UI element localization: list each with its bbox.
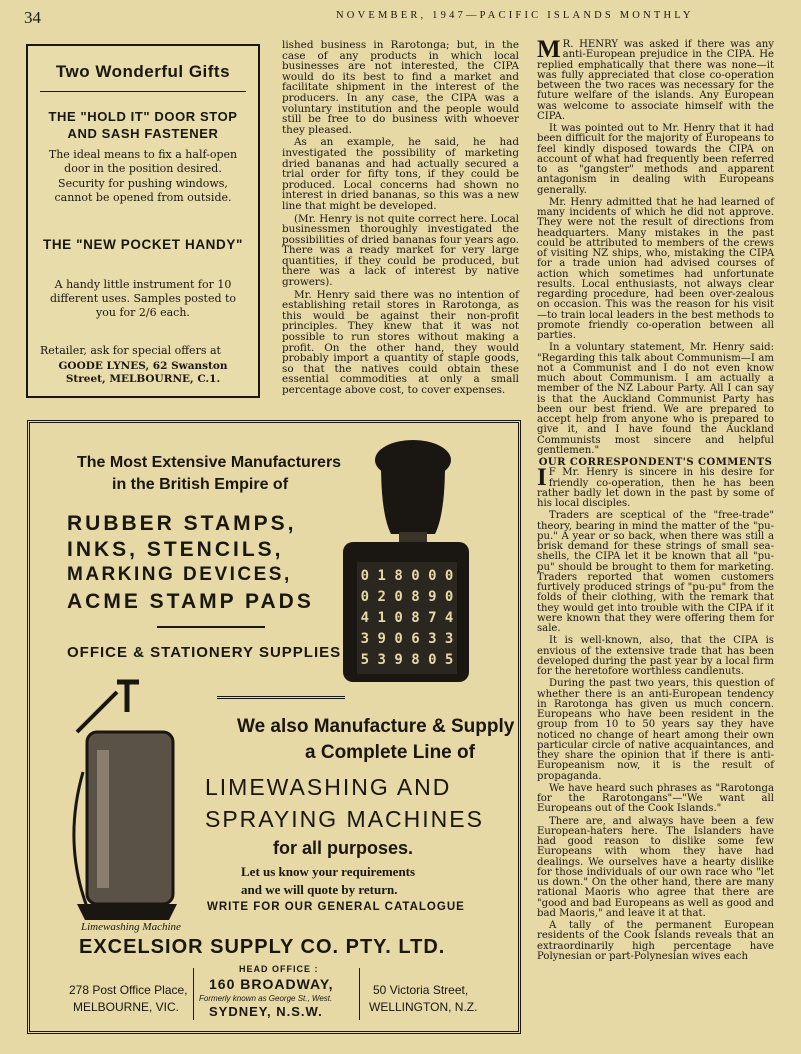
ad-intro-line1: The Most Extensive Manufacturers [77,454,342,471]
melbourne-address-line1: 278 Post Office Place, [69,983,188,997]
wellington-address-line1: 50 Victoria Street, [373,983,469,997]
spraying-machines-heading: SPRAYING MACHINES [205,806,484,832]
product-marking-devices: MARKING DEVICES, [67,564,292,585]
item1-text1: The ideal means to fix a half-open door in the position desired. [48,148,238,175]
company-name: EXCELSIOR SUPPLY CO. PTY. LTD. [79,936,446,958]
limewashing-heading: LIMEWASHING AND [205,774,452,800]
article-paragraph: Mr. Henry admitted that he had learned of many incidents of which he did not approve. They were not the result of directions from headquarters. Many mistakes in the past could be attributed to members of the crews of visiting NZ ships, who, mistaking the CIPA for a trade union had advised courses of action which sometimes had unfortunate results. Local enthusiasts, not always clear regarding procedure, had been over-zealous on occasion. This was the reason for his visit—to train local leaders in the best methods to promote friendly co-operation between all parties. [537,196,774,341]
article-paragraph: (Mr. Henry is not quite correct here. Local businessmen thoroughly investigated the possibilities of dried bananas four years ago. There was a ready market for very large quantities, if they could be produced, but there was a lack of interest by native growers). [282,212,519,289]
sydney-address-line3: SYDNEY, N.S.W. [209,1004,323,1019]
all-purposes-text: for all purposes. [273,838,414,858]
gifts-title: Two Wonderful Gifts [55,62,231,81]
item2-heading: THE "NEW POCKET HANDY" [42,237,243,252]
digit-row: 5 3 9 8 0 5 [360,652,454,668]
office-supplies-label: OFFICE & STATIONERY SUPPLIES [67,644,342,661]
retailer-address: GOODE LYNES, 62 Swanston Street, MELBOURNE, C.1. [58,360,228,385]
product-inks-stencils: INKS, STENCILS, [67,538,284,561]
excelsior-advertisement [27,420,521,1034]
running-title: NOVEMBER, 1947—PACIFIC ISLANDS MONTHLY [336,10,694,21]
wellington-address-line2: WELLINGTON, N.Z. [369,1000,478,1014]
page-header [0,0,801,30]
article-paragraph: There are, and always have been a few European-haters here. The Islanders have had good reason to dislike some few Europeans with whom they have had dealings. We ourselves have a hearty dislike for those individuals of our own race who "let us down." On the other hand, there are many rational Maoris who agree that there are "good and bad Europeans as well as good and bad Maoris," and leave it at that. [537,815,774,919]
stamp-digit-wheels [357,566,457,671]
section-subheading: OUR CORRESPONDENT'S COMMENTS [538,457,773,468]
sydney-address-note: Formerly known as George St., West. [199,994,333,1003]
also-manufacture-line: We also Manufacture & Supply [237,716,515,737]
sprayer-icon [57,672,197,922]
digit-row: 0 1 8 0 0 0 [360,568,454,584]
numbering-stamp-illustration [333,434,483,686]
head-office-label: HEAD OFFICE : [239,964,319,974]
article-paragraph: A tally of the permanent European residents of the Cook Islands reveals that an extraordinarily high percentage have Polynesian or part-Polynesian wives each [537,920,774,962]
drop-cap: I [537,464,547,492]
divider [217,696,345,699]
divider [157,626,265,628]
item1-heading: THE "HOLD IT" DOOR STOP AND SASH FASTENER [48,109,238,141]
ad-intro-line2: in the British Empire of [112,476,289,493]
article-paragraph: lished business in Rarotonga; but, in the case of any products in which local businesses are not interested, the CIPA would do its best to find a market and facilitate shipment in the interest of the producers. In any case, the CIPA was a voluntary institution and the people would still be free to do business with whoever they pleased. [282,39,519,136]
article-paragraph: During the past two years, this question of whether there is an anti-European tendency in Rarotonga has given us much concern. Europeans who have been resident in the group from 10 to 50 years say they have noticed no change of heart among their own particular circle of native acquaintances, and they share the opinion that if there is anti-Europeanism now, it is the result of propaganda. [537,678,774,782]
article-paragraph: As an example, he said, he had investigated the possibility of marketing dried bananas and had actually secured a trial order for fifty tons, if they could be produced. Local concerns had shown no interest in dried bananas, so this was a new line that might be developed. [282,136,519,212]
right-article-column [537,36,774,1040]
retailer-text: Retailer, ask for special offers at [40,344,221,357]
gifts-advertisement [26,44,260,398]
catalogue-text: WRITE FOR OUR GENERAL CATALOGUE [207,901,465,913]
article-paragraph: F Mr. Henry is sincere in his desire for friendly co-operation, then he has been rather badly let down in the past by some of his local disciples. [537,467,774,509]
page-number: 34 [24,8,41,27]
article-paragraph: R. HENRY was asked if there was any anti-European prejudice in the CIPA. He replied emphatically that there was none—it was fully appreciated that close co-operation between the two races was necessary for the future welfare of the islands. Any European was welcome to associate himself with the CIPA. [537,39,774,122]
product-rubber-stamps: RUBBER STAMPS, [67,512,297,535]
article-paragraph: It was pointed out to Mr. Henry that it had been difficult for the majority of Europeans to feel kindly disposed towards the CIPA on account of what had frequently been referred to as "gangster" methods and apparent antagonism in dealing with Europeans generally. [537,123,774,196]
item1-text2: Security for pushing windows, cannot be opened from outside. [54,177,232,204]
article-paragraph: In a voluntary statement, Mr. Henry said: "Regarding this talk about Communism—I am not a Communist and I do not even know much about Communism. I am actually a member of the NZ Labour Party. All I can say is that the Auckland Communist Party has been our best friend. We are prepared to accept help from anyone who is prepared to give it, and I have found the Auckland Communists most sincere and helpful gentlemen." [537,342,774,456]
divider [359,968,360,1020]
article-paragraph: It is well-known, also, that the CIPA is envious of the extensive trade that has been developed during the past year by a local firm for the heretofore worthless candlenuts. [537,635,774,677]
digit-row: 0 2 0 8 9 0 [360,589,454,605]
complete-line-text: a Complete Line of [305,742,475,763]
digit-row: 4 1 0 8 7 4 [360,610,454,626]
melbourne-address-line2: MELBOURNE, VIC. [73,1000,180,1014]
article-paragraph: We have heard such phrases as "Rarotonga for the Rarotongans"—"We want all Europeans out of the Cook Islands." [537,782,774,815]
divider [193,968,194,1020]
article-paragraph: Mr. Henry said there was no intention of establishing retail stores in Rarotonga, as this would be against their non-profit principles. They knew that it was not possible to run stores without making a profit. On the other hand, they would probably import a quantity of staple goods, so that the natives could obtain these essential commodities at only a small percentage above cost, to cover expenses. [282,288,519,396]
digit-row: 3 9 0 6 3 3 [360,631,454,647]
divider [40,91,246,92]
article-paragraph: Traders are sceptical of the "free-trade" theory, bearing in mind the matter of the "pu-pu." A year or so back, when there was still a brisk demand for these strings of small sea-shells, the CIPA let it be known that all "pu-pu" should be brought to them for marketing. Traders reported that women customers furtively produced strings of "pu-pu" from the folds of their clothing, with the remark that they would get into trouble with the CIPA if it were known that they were offering them for sale. [537,510,774,634]
drop-cap: M [537,36,561,63]
sprayer-caption: Limewashing Machine [81,921,181,933]
sydney-address-line1: 160 BROADWAY, [209,976,334,992]
sprayer-illustration [57,672,197,922]
product-stamp-pads: ACME STAMP PADS [67,590,314,613]
item2-text: A handy little instrument for 10 different uses. Samples posted to you for 2/6 each. [49,278,237,319]
requirements-line1: Let us know your requirements [241,864,416,879]
middle-article-column [282,40,519,410]
requirements-line2: and we will quote by return. [241,882,398,897]
